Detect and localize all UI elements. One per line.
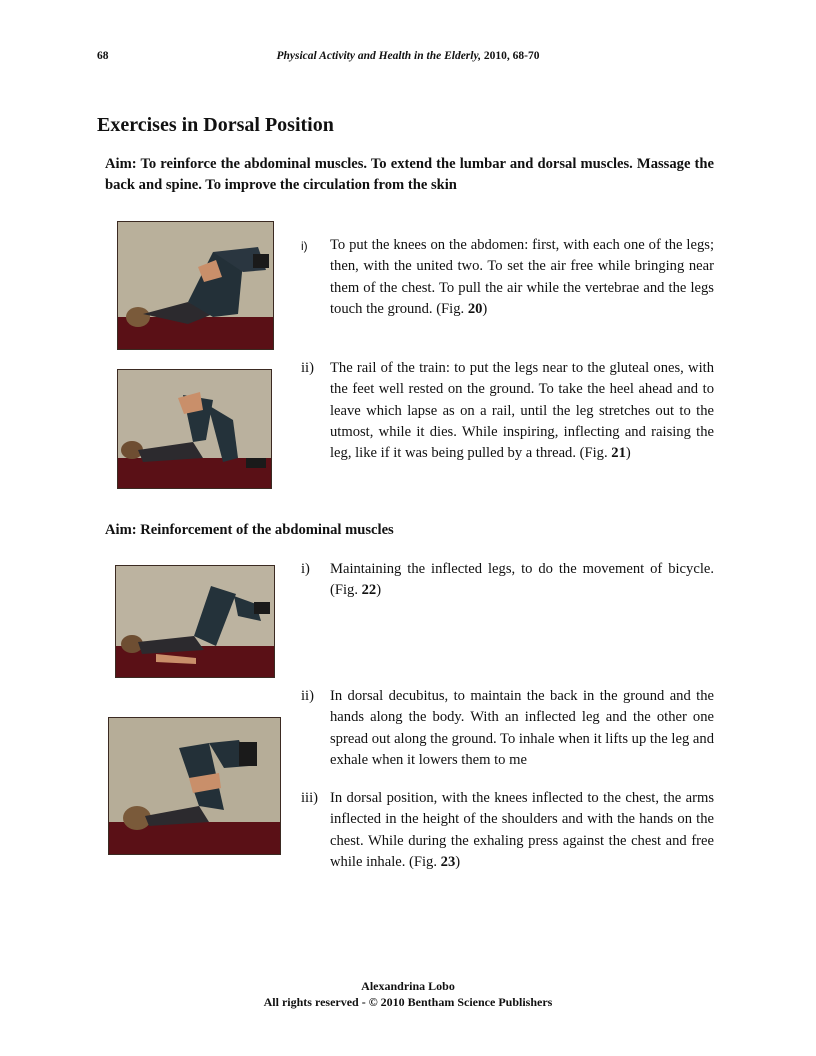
aim-paragraph-1: Aim: To reinforce the abdominal muscles. To extend the lumbar and dorsal muscles. Massage the back and spine. To improve the circulation from the skin <box>105 156 714 193</box>
item-text-close: ) <box>376 582 382 599</box>
exercise-item-fig22 <box>301 559 714 602</box>
exercise-photo-fig22 <box>115 565 275 678</box>
running-header <box>0 50 816 62</box>
exercise-photo-fig23 <box>108 717 281 855</box>
item-number: iii) <box>301 790 319 806</box>
footer-rights: All rights reserved - © 2010 Bentham Science Publishers <box>263 995 553 1009</box>
item-text: In dorsal position, with the knees inflected to the chest, the arms inflected in the height of the shoulders and with the hands on the chest. While during the exhaling press against the chest and free while inhale. (Fig. <box>330 790 714 870</box>
exercise-item-leg-lift <box>301 686 714 771</box>
journal-title: Physical Activity and Health in the Elderly, <box>276 50 482 62</box>
page-number: 68 <box>97 50 109 62</box>
item-text: The rail of the train: to put the legs near to the gluteal ones, with the feet well rested on the ground. To take the heel ahead and to leave which lapse as on a rail, until the leg stretches out to the utmost, while it dies. While inspiring, inflecting and raising the leg, like if it was being pulled by a thread. (Fig. <box>330 360 714 462</box>
item-text-close: ) <box>482 300 488 317</box>
journal-volume: 2010, 68-70 <box>481 50 540 62</box>
figure-ref: 23 <box>440 853 456 870</box>
item-text-close: ) <box>455 853 461 870</box>
footer-author: Alexandrina Lobo <box>361 979 455 993</box>
item-text: To put the knees on the abdomen: first, with each one of the legs; then, with the united two. To set the air free while bringing near them of the chest. To pull the air while the vertebrae and the legs touch the ground. (Fig. <box>330 237 714 317</box>
exercise-photo-fig20 <box>117 221 274 350</box>
aim-paragraph-2: Aim: Reinforcement of the abdominal muscles <box>105 522 394 538</box>
figure-ref: 21 <box>611 445 626 462</box>
item-number: ii) <box>301 360 314 376</box>
item-number: ii) <box>301 688 314 704</box>
item-text: In dorsal decubitus, to maintain the back in the ground and the hands along the body. With an inflected leg and the other one spread out along the ground. To inhale when it lifts up the leg and exhale when it lowers them to me <box>330 688 714 768</box>
figure-ref: 20 <box>467 300 483 317</box>
exercise-photo-fig21 <box>117 369 272 489</box>
item-text-close: ) <box>625 445 631 462</box>
exercise-item-fig20 <box>301 235 714 320</box>
figure-ref: 22 <box>361 582 377 599</box>
exercise-item-fig21 <box>301 358 714 464</box>
item-number: i) <box>301 239 308 253</box>
section-title: Exercises in Dorsal Position <box>97 114 334 136</box>
exercise-item-fig23 <box>301 788 714 873</box>
item-text: Maintaining the inflected legs, to do the movement of bicycle. (Fig. <box>330 561 714 599</box>
page-footer <box>0 978 816 1010</box>
item-number: i) <box>301 561 310 577</box>
